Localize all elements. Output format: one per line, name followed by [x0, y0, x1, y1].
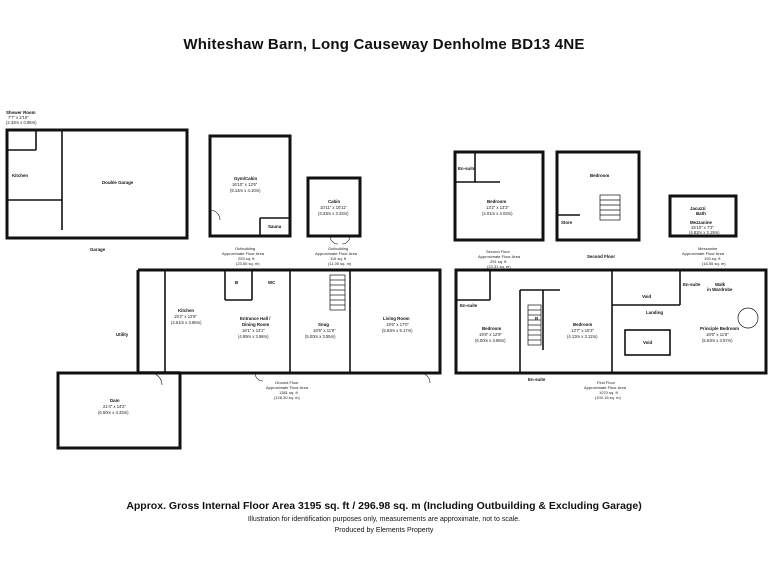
outbuilding2-area-2: Approximate Floor Area [315, 251, 358, 256]
outbuilding2-area-3: 116 sq. ft [330, 256, 347, 261]
ground-floor-area-3: 1381 sq. ft [279, 390, 298, 395]
room-gym-label: Gym/Cabin [234, 176, 258, 181]
outbuilding1-area-3: 253 sq. ft [238, 256, 255, 261]
room-wc-label: WC [268, 280, 276, 285]
garage-caption: Garage [90, 247, 106, 252]
room-kitchen-dims-2: (4.61m x 3.86m) [171, 320, 202, 325]
room-walkin-label: Walk [715, 282, 726, 287]
ground-floor-outline [58, 270, 440, 448]
room-landing-label: Landing [646, 310, 664, 315]
first-floor-area-4: (100.18 sq. m) [595, 395, 621, 400]
room-1f-void1-label: Void [642, 294, 652, 299]
room-entrance-dims-1: 16'1" x 13'1" [242, 328, 265, 333]
room-shower-dims-1: 7'7" x 2'10" [8, 115, 29, 120]
room-double-garage-label: Double Garage [102, 180, 134, 185]
room-1f-bedroom2-dims-2: (4.13m x 3.12m) [567, 334, 598, 339]
first-floor-area-1: First Floor [597, 380, 615, 385]
room-living-label: Living Room [383, 316, 410, 321]
floor-area-summary: Approx. Gross Internal Floor Area 3195 sq. ft / 296.98 sq. m (Including Outbuilding & Excluding Garage) [126, 500, 642, 512]
room-living-dims-1: 19'6" x 17'0" [386, 322, 409, 327]
room-garage-kitchen-label: Kitchen [12, 173, 29, 178]
room-1f-bedroom1-dims-2: (6.00m x 3.88m) [475, 338, 506, 343]
mezzanine-area-3: 193 sq. ft [704, 256, 721, 261]
room-mezzanine-label: Mezzanine [690, 220, 712, 225]
room-kitchen-dims-1: 15'2" x 12'8" [174, 314, 197, 319]
producer-credit: Produced by Elements Property [334, 527, 434, 534]
room-principal-dims-1: 18'6" x 11'8" [706, 332, 729, 337]
outbuilding1-area-2: Approximate Floor Area [222, 251, 265, 256]
room-shower-dims-2: (2.32m x 0.86m) [6, 120, 37, 125]
room-2f-store-label: Store [561, 220, 573, 225]
room-jacuzzi-sub: Bath [696, 211, 706, 216]
room-kitchen-label: Kitchen [178, 308, 195, 313]
room-principal-label: Principle Bedroom [700, 326, 740, 331]
room-cabin-dims-2: (3.33m x 3.33m) [318, 211, 349, 216]
room-2f-ensuite-label: En-suite [458, 166, 476, 171]
room-walkin-sub: in Wardrobe [707, 287, 733, 292]
mezzanine-area-4: (16.55 sq. m) [702, 261, 726, 266]
first-floor-area-3: 1070 sq. ft [599, 390, 618, 395]
outbuilding1-area-4: (23.50 sq. m) [236, 261, 260, 266]
garage-outline [7, 130, 187, 238]
room-mezzanine-dims-1: 15'10" x 7'2" [691, 225, 714, 230]
room-1f-bedroom2-dims-1: 13'7" x 10'3" [571, 328, 594, 333]
ground-floor-area-4: (128.30 sq. m) [274, 395, 300, 400]
second-floor-store-outline [557, 152, 639, 240]
room-entrance-sub: Dining Room [242, 322, 270, 327]
room-gym-dims-2: (5.14m x 4.10m) [230, 188, 261, 193]
room-dam-dims-1: 21'4" x 14'2" [103, 404, 126, 409]
outbuilding2-area-1: Outbuilding [328, 246, 349, 251]
room-cabin-dims-1: 10'11" x 10'11" [320, 205, 348, 210]
room-dam-label: Dam [110, 398, 120, 403]
room-2f-bedroom2-label: Bedroom [590, 173, 610, 178]
room-entrance-dims-2: (4.89m x 3.98m) [238, 334, 269, 339]
second-floor-area-2: Approximate Floor Area [478, 254, 521, 259]
room-2f-bedroom1-dims-2: (4.01m x 4.03m) [482, 211, 513, 216]
room-principal-dims-2: (5.63m x 3.57m) [702, 338, 733, 343]
room-shower-label: Shower Room [6, 110, 36, 115]
room-snug-dims-2: (5.00m x 3.55m) [305, 334, 336, 339]
room-1f-void2-label: Void [643, 340, 653, 345]
ground-floor-area-1: Ground Floor [275, 380, 299, 385]
room-2f-bedroom1-dims-1: 13'2" x 13'3" [486, 205, 509, 210]
room-gf-b-label: B [235, 280, 239, 285]
room-dam-dims-2: (6.50m x 4.33m) [98, 410, 129, 415]
page-title: Whiteshaw Barn, Long Causeway Denholme BD13 4NE [183, 36, 585, 53]
room-mezzanine-dims-2: (4.82m x 2.19m) [689, 230, 720, 235]
disclaimer-note: Illustration for identification purposes only, measurements are approximate, not to scale. [247, 516, 521, 523]
room-1f-ensuite3-label: En-suite [683, 282, 701, 287]
room-1f-ensuite2-label: En-suite [528, 377, 546, 382]
room-cabin-label: Cabin [328, 199, 341, 204]
room-sauna-label: Sauna [268, 224, 282, 229]
room-living-dims-2: (5.93m x 5.17m) [382, 328, 413, 333]
room-gym-dims-1: 16'10" x 13'6" [232, 182, 258, 187]
second-floor-caption: Second Floor [587, 254, 616, 259]
ground-floor-area-2: Approximate Floor Area [266, 385, 309, 390]
outbuilding1-area-1: Outbuilding [235, 246, 256, 251]
first-floor-area-2: Approximate Floor Area [584, 385, 627, 390]
second-floor-area-1: Second Floor [486, 249, 510, 254]
room-1f-bedroom1-label: Bedroom [482, 326, 502, 331]
second-floor-area-3: 251 sq. ft [490, 259, 507, 264]
room-1f-bedroom2-label: Bedroom [573, 322, 593, 327]
room-2f-bedroom1-label: Bedroom [487, 199, 507, 204]
room-1f-ensuite1-label: En-suite [460, 303, 478, 308]
second-floor-area-4: (23.31 sq. m) [487, 264, 511, 269]
room-1f-b-label: B [535, 316, 539, 321]
room-1f-bedroom1-dims-1: 19'8" x 12'9" [479, 332, 502, 337]
room-jacuzzi-label: Jacuzzi [690, 206, 706, 211]
room-snug-label: Snug [318, 322, 329, 327]
room-snug-dims-1: 16'5" x 11'8" [313, 328, 336, 333]
mezzanine-area-2: Approximate Floor Area [682, 251, 725, 256]
mezzanine-area-1: Mezzanine [698, 246, 718, 251]
room-entrance-label: Entrance Hall / [240, 316, 271, 321]
room-utility-label: Utility [116, 332, 129, 337]
outbuilding2-area-4: (11.00 sq. m) [328, 261, 352, 266]
